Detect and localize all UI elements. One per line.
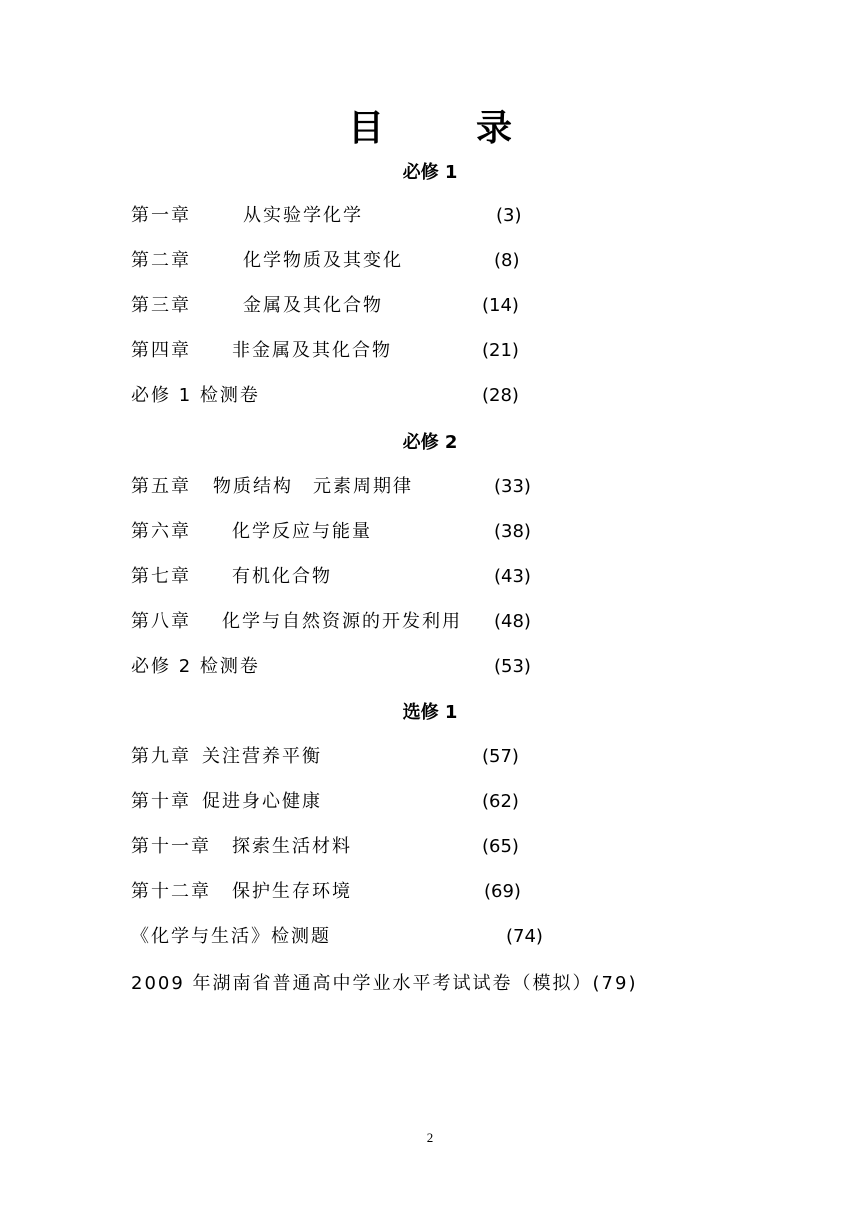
chapter-number: 第十一章: [131, 836, 211, 857]
toc-entry: [131, 654, 551, 680]
chapter-title: 关注营养平衡: [202, 746, 322, 767]
page-reference: (74): [506, 926, 543, 947]
page-reference: (33): [494, 476, 531, 497]
chapter-title: 化学与自然资源的开发利用: [222, 611, 462, 632]
toc-entry: [131, 338, 551, 364]
toc-entry: [131, 834, 551, 860]
chapter-number: 第十章: [131, 791, 191, 812]
chapter-number: 第二章: [131, 250, 191, 271]
test-title: 必修 1 检测卷: [131, 385, 260, 406]
chapter-number: 第六章: [131, 521, 191, 542]
chapter-title: 物质结构 元素周期律: [213, 476, 413, 497]
toc-entry: [131, 564, 551, 590]
chapter-number: 第三章: [131, 295, 191, 316]
page-reference: (65): [482, 836, 519, 857]
toc-entry: [131, 744, 551, 770]
page-reference: (14): [482, 295, 519, 316]
section-heading-required-2: 必修 2: [402, 432, 458, 453]
section-heading-elective-1: 选修 1: [402, 702, 458, 723]
toc-entry: [131, 248, 551, 274]
section-heading-required-1: 必修 1: [402, 162, 458, 183]
toc-entry: [131, 879, 551, 905]
page-reference: (57): [482, 746, 519, 767]
page-reference: (62): [482, 791, 519, 812]
chapter-title: 探索生活材料: [232, 836, 352, 857]
chapter-title: 从实验学化学: [243, 205, 363, 226]
chapter-title: 非金属及其化合物: [232, 340, 392, 361]
page-reference: (38): [494, 521, 531, 542]
page-reference: (53): [494, 656, 531, 677]
toc-entry: [131, 203, 551, 229]
chapter-title: 保护生存环境: [232, 881, 352, 902]
chapter-number: 第九章: [131, 746, 191, 767]
test-title: 必修 2 检测卷: [131, 656, 260, 677]
page-reference: (3): [496, 205, 522, 226]
chapter-title: 化学反应与能量: [232, 521, 372, 542]
chapter-number: 第四章: [131, 340, 191, 361]
toc-entry: [131, 609, 551, 635]
toc-entry: [131, 924, 571, 950]
chapter-number: 第八章: [131, 611, 191, 632]
toc-entry: [131, 383, 551, 409]
chapter-number: 第五章: [131, 476, 191, 497]
chapter-number: 第七章: [131, 566, 191, 587]
toc-entry: [131, 519, 551, 545]
page-title: 目 录: [347, 108, 540, 149]
page-reference: (69): [484, 881, 521, 902]
page-reference: (21): [482, 340, 519, 361]
chapter-title: 有机化合物: [232, 566, 332, 587]
page-reference: (48): [494, 611, 531, 632]
test-title: 《化学与生活》检测题: [131, 926, 331, 947]
chapter-title: 促进身心健康: [202, 791, 322, 812]
page-reference: (28): [482, 385, 519, 406]
toc-entry: [131, 789, 551, 815]
toc-entry: [131, 293, 551, 319]
chapter-number: 第一章: [131, 205, 191, 226]
final-exam-entry: 2009 年湖南省普通高中学业水平考试试卷（模拟）(79): [131, 973, 638, 994]
page-reference: (43): [494, 566, 531, 587]
page-number: 2: [426, 1130, 434, 1145]
chapter-number: 第十二章: [131, 881, 211, 902]
chapter-title: 金属及其化合物: [243, 295, 383, 316]
toc-entry: [131, 474, 551, 500]
page-reference: (8): [494, 250, 520, 271]
chapter-title: 化学物质及其变化: [243, 250, 403, 271]
